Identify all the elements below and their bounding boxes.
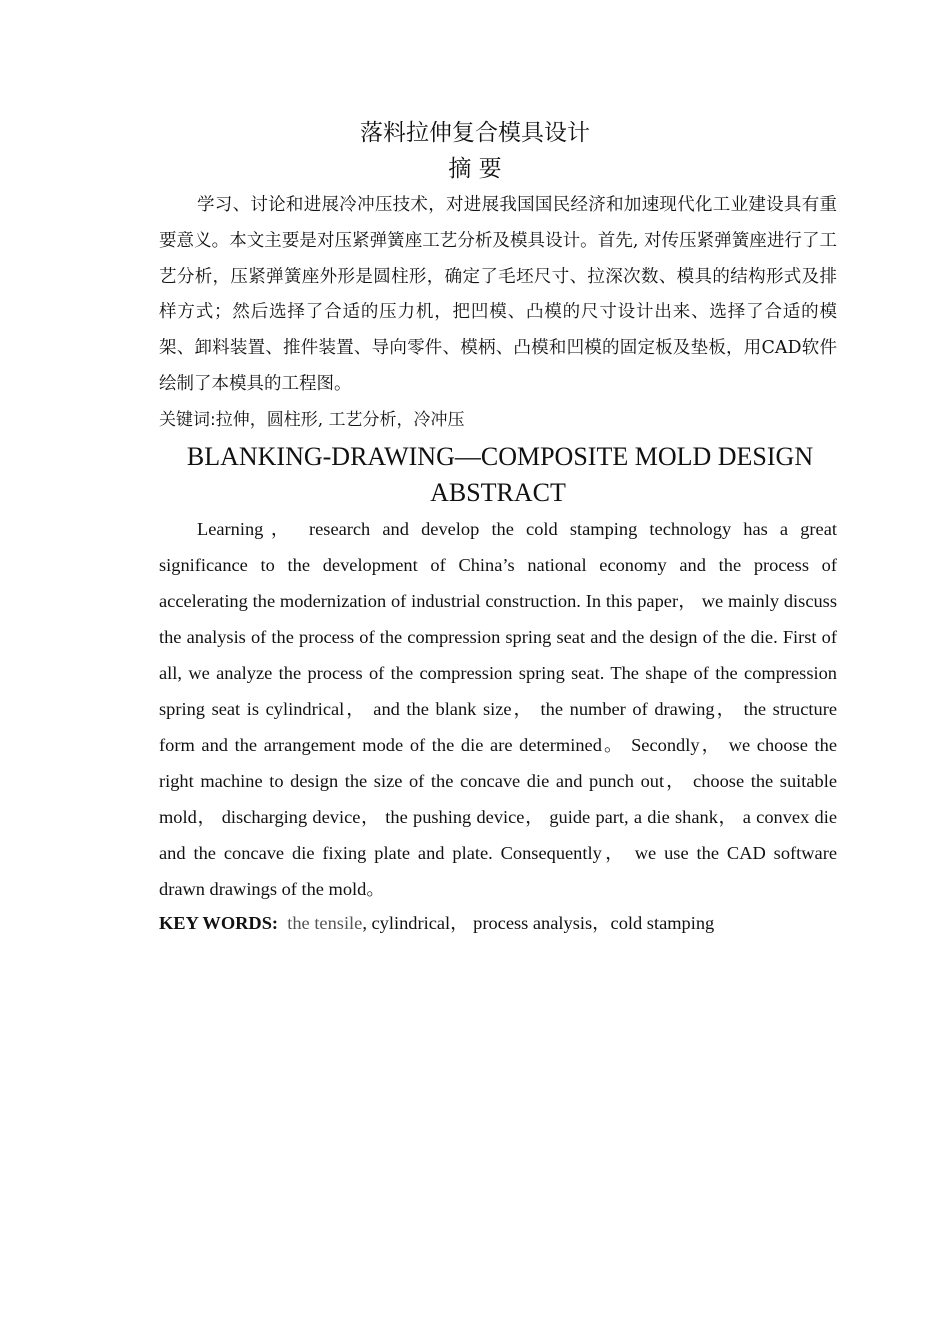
chinese-keywords bbox=[159, 403, 839, 437]
english-keywords bbox=[159, 906, 839, 940]
chinese-keywords-text: 拉伸，圆柱形, 工艺分析，冷冲压 bbox=[215, 410, 465, 430]
english-title: BLANKING-DRAWING—COMPOSITE MOLD DESIGN bbox=[186, 442, 814, 471]
chinese-keywords-label: 关键词: bbox=[159, 410, 216, 430]
chinese-abstract-heading: 摘 要 bbox=[448, 156, 502, 182]
english-abstract-paragraph: Learning， research and develop the cold stamping technology has a great significance to the development of China’s national economy and the process of accelerating the modernization of industrial construction. In this paper， we mainly discuss the analysis of the process of the compression spring seat and the design of the die. First of all, we analyze the process of the compression spring seat. The shape of the compression spring seat is cylindrical， and the blank size， the number of drawing， the structure form and the arrangement mode of the die are determined。 Secondly， we choose the right machine to design the size of the concave die and punch out， choose the suitable mold， discharging device， the pushing device， guide part, a die shank， a convex die and the concave die fixing plate and plate. Consequently， we use the CAD software drawn drawings of the mold。 bbox=[159, 519, 837, 899]
english-keywords-first: the tensile bbox=[287, 913, 363, 933]
chinese-abstract-paragraph: 学习、讨论和进展冷冲压技术，对进展我国国民经济和加速现代化工业建设具有重要意义。本文主要是对压紧弹簧座工艺分析及模具设计。首先, 对传压紧弹簧座进行了工艺分析，压紧弹簧座外形是圆柱形，确定了毛坯尺寸、拉深次数、模具的结构形式及排样方式；然后选择了合适的压力机，把凹模、凸模的尺寸设计出来、选择了合适的模架、卸料装置、推件装置、导向零件、模柄、凸模和凹模的固定板及垫板，用CAD软件绘制了本模具的工程图。 bbox=[159, 195, 837, 394]
english-abstract-heading: ABSTRACT bbox=[430, 478, 566, 507]
english-keywords-rest: , cylindrical， process analysis，cold stamping bbox=[362, 913, 715, 933]
chinese-title: 落料拉伸复合模具设计 bbox=[360, 120, 590, 146]
english-keywords-label: KEY WORDS: bbox=[159, 913, 279, 933]
